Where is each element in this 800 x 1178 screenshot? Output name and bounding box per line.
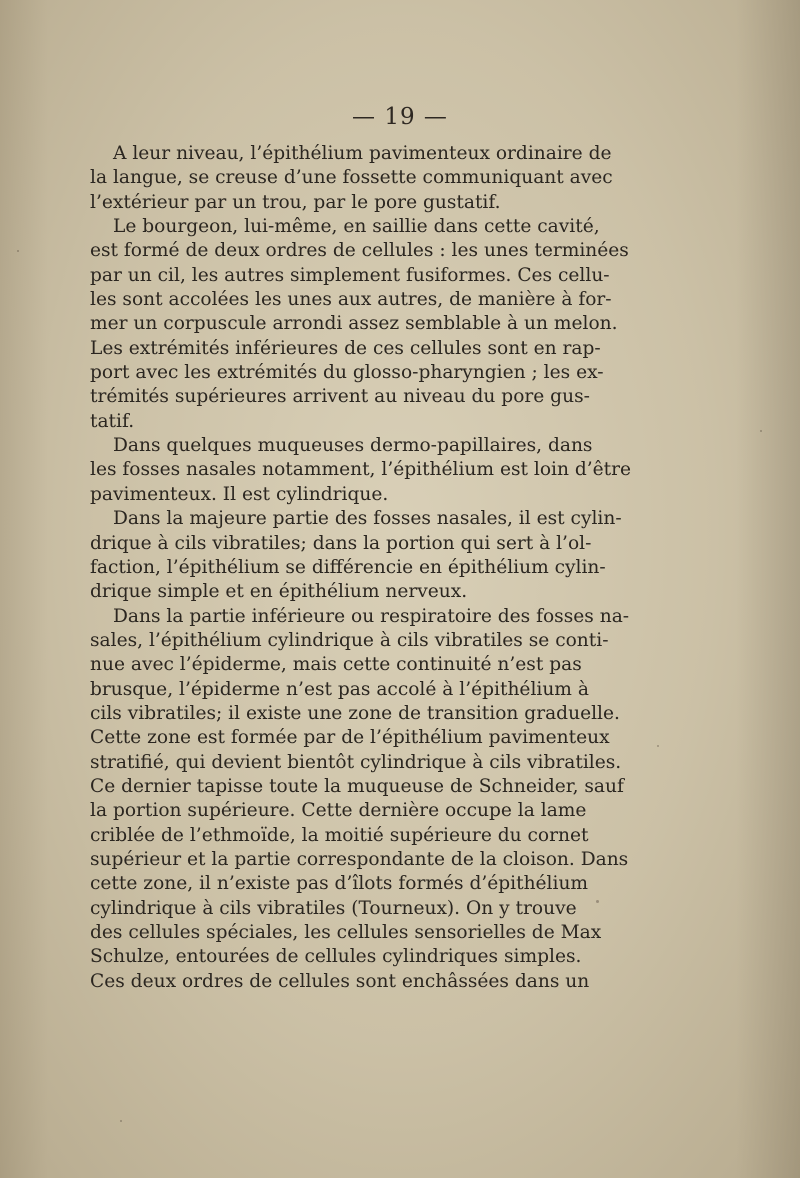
text-line: stratifié, qui devient bientôt cylindrique à cils vibratiles. [90, 751, 622, 773]
text-line: cylindrique à cils vibratiles (Tourneux). On y trouve [90, 897, 577, 919]
text-line: trémités supérieures arrivent au niveau du pore gus- [90, 386, 590, 408]
text-line: drique à cils vibratiles; dans la portion qui sert à l’ol- [90, 532, 592, 554]
text-line: l’extérieur par un trou, par le pore gustatif. [90, 191, 501, 213]
paper-speck [17, 250, 19, 252]
text-line: nue avec l’épiderme, mais cette continuité n’est pas [90, 654, 582, 676]
text-line: la langue, se creuse d’une fossette communiquant avec [90, 167, 613, 189]
text-line: brusque, l’épiderme n’est pas accolé à l’épithélium à [90, 678, 589, 700]
text-line: A leur niveau, l’épithélium pavimenteux ordinaire de [113, 143, 612, 164]
body-text [90, 142, 632, 994]
text-line: des cellules spéciales, les cellules sensorielles de Max [90, 922, 602, 943]
paper-speck [596, 900, 599, 903]
paper-speck [657, 745, 659, 747]
paper-speck [120, 1120, 122, 1122]
text-line: Dans quelques muqueuses dermo-papillaires, dans [113, 435, 593, 457]
text-line: est formé de deux ordres de cellules : les unes terminées [90, 240, 629, 262]
text-line: supérieur et la partie correspondante de la cloison. Dans [90, 848, 629, 870]
page-number: — 19 — [352, 104, 448, 130]
text-line: Le bourgeon, lui-même, en saillie dans cette cavité, [113, 216, 600, 238]
text-line: pavimenteux. Il est cylindrique. [90, 483, 389, 505]
text-line: par un cil, les autres simplement fusiformes. Ces cellu- [90, 264, 610, 286]
text-line: mer un corpuscule arrondi assez semblable à un melon. [90, 313, 618, 335]
text-line: Schulze, entourées de cellules cylindriques simples. [90, 946, 582, 968]
text-line: Dans la partie inférieure ou respiratoire des fosses na- [113, 605, 630, 627]
text-line: port avec les extrémités du glosso-pharyngien ; les ex- [90, 362, 604, 384]
text-line: faction, l’épithélium se différencie en épithélium cylin- [90, 556, 606, 578]
text-line: Cette zone est formée par de l’épithélium pavimenteux [90, 727, 610, 749]
text-line: tatif. [90, 410, 135, 432]
text-line: les fosses nasales notamment, l’épithélium est loin d’être [90, 459, 632, 481]
text-line: cils vibratiles; il existe une zone de transition graduelle. [90, 702, 620, 724]
text-line: Ces deux ordres de cellules sont enchâssées dans un [90, 970, 590, 992]
paper-speck [760, 430, 762, 432]
text-line: Les extrémités inférieures de ces cellules sont en rap- [90, 337, 601, 359]
text-line: Ce dernier tapisse toute la muqueuse de Schneider, sauf [90, 775, 624, 797]
text-line: les sont accolées les unes aux autres, de manière à for- [90, 289, 612, 311]
text-line: criblée de l’ethmoïde, la moitié supérieure du cornet [90, 824, 589, 846]
text-line: drique simple et en épithélium nerveux. [90, 581, 468, 603]
text-line: sales, l’épithélium cylindrique à cils vibratiles se conti- [90, 629, 609, 651]
text-line: cette zone, il n’existe pas d’îlots formés d’épithélium [90, 873, 589, 895]
text-line: Dans la majeure partie des fosses nasales, il est cylin- [113, 508, 622, 530]
text-line: la portion supérieure. Cette dernière occupe la lame [90, 800, 587, 822]
